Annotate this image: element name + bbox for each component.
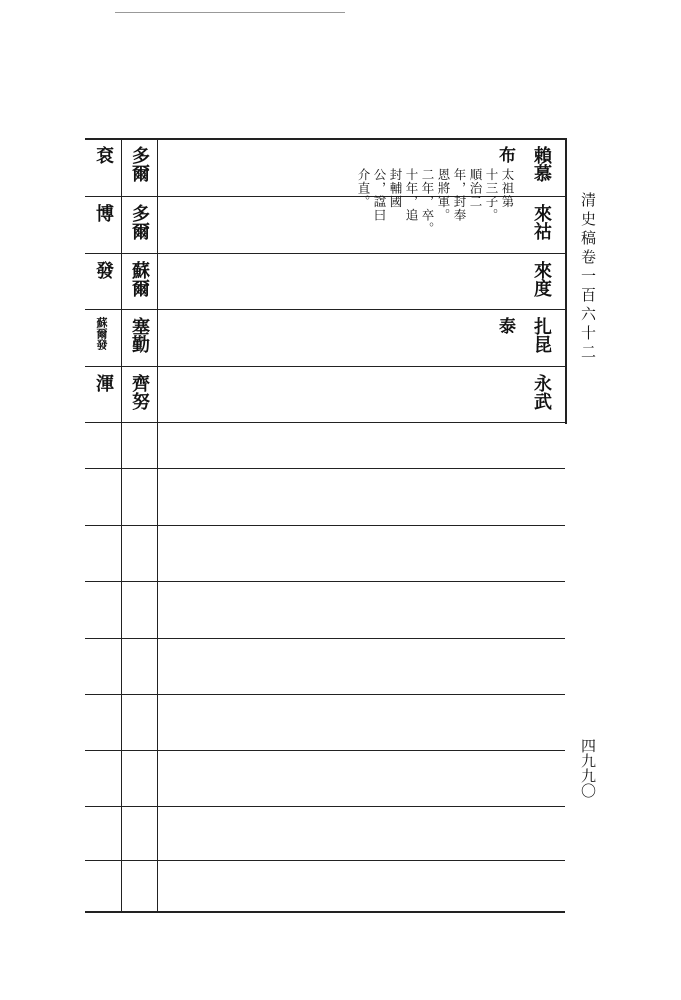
rightmost-name-3: 來度	[531, 261, 552, 297]
left-outer-name-1: 袞	[93, 146, 114, 164]
left-inner-name-3: 蘇爾	[129, 261, 150, 297]
top-rule	[115, 12, 345, 13]
left-inner-name-1: 多爾	[129, 146, 150, 182]
bio-head-4: 泰	[495, 317, 515, 334]
rightmost-name-2: 來祜	[531, 204, 552, 240]
left-outer-name-3: 發	[93, 261, 114, 279]
rightmost-name-4: 扎昆	[531, 317, 552, 353]
left-inner-name-4: 塞勤	[129, 317, 150, 353]
left-outer-name-4: 蘇爾發	[95, 317, 108, 350]
left-outer-name-2: 博	[93, 204, 114, 222]
column-divider	[121, 138, 122, 913]
bio-head-1: 布	[495, 146, 515, 163]
rightmost-name-1: 賴慕	[531, 146, 552, 182]
page-number: 四九九〇	[579, 738, 597, 798]
bio-text-1: 太祖第 十三子。 順治二 年，封奉 恩將軍。 二年，卒。 十年，追 封輔國 公，諡曰 介直。	[356, 168, 515, 236]
table-right-rule	[565, 138, 567, 424]
left-outer-name-5: 渾	[93, 374, 114, 392]
column-divider	[157, 138, 158, 913]
left-inner-name-5: 齊努	[129, 374, 150, 410]
left-inner-name-2: 多爾	[129, 204, 150, 240]
genealogy-table	[85, 138, 565, 913]
rightmost-name-5: 永武	[531, 374, 552, 410]
side-title: 清史稿卷一百六十二	[579, 192, 597, 363]
